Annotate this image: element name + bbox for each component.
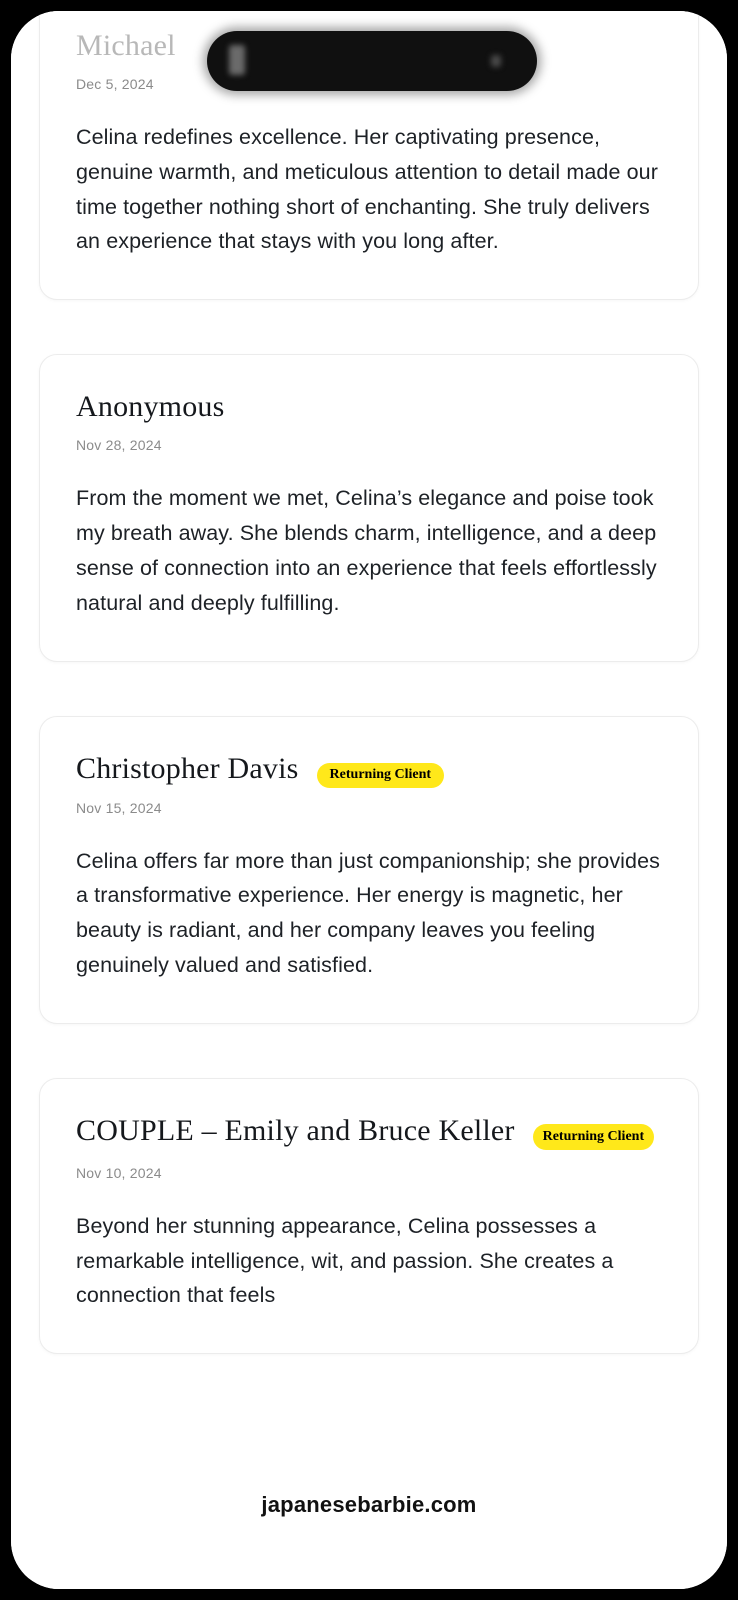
status-badge: Returning Client xyxy=(317,763,445,788)
review-text: From the moment we met, Celina’s elegance and poise took my breath away. She blends charm, intelligence, and a deep sense of connection into an experience that feels effortlessly natural and deeply fulfilling. xyxy=(76,486,657,615)
redaction-blur-right xyxy=(491,55,501,67)
reviewer-name: Michael xyxy=(76,29,176,62)
testimonial-header xyxy=(76,389,662,425)
review-date: Nov 15, 2024 xyxy=(76,799,162,816)
status-badge-wrap xyxy=(533,1122,655,1153)
review-date: Nov 10, 2024 xyxy=(76,1164,162,1181)
phone-screen xyxy=(11,11,727,1589)
review-text: Celina offers far more than just companionship; she provides a transformative experience. Her energy is magnetic, her beauty is radiant, and her company leaves you feeling genuinely valued and satisfied. xyxy=(76,848,661,978)
testimonial-header xyxy=(76,1113,662,1153)
status-badge: Returning Client xyxy=(533,1124,655,1150)
review-text: Celina redefines excellence. Her captivating presence, genuine warmth, and meticulous attention to detail made our time together nothing short of enchanting. She truly delivers an experience that stays with you long after. xyxy=(76,125,658,254)
reviewer-name: COUPLE – Emily and Bruce Keller xyxy=(76,1113,515,1147)
testimonial-card[interactable] xyxy=(39,354,699,661)
reviewer-name: Anonymous xyxy=(76,390,225,424)
testimonials-list xyxy=(11,11,727,1354)
redaction-blur-left xyxy=(229,45,245,75)
review-date: Dec 5, 2024 xyxy=(76,76,154,92)
review-date: Nov 28, 2024 xyxy=(76,437,162,454)
review-text: Beyond her stunning appearance, Celina possesses a remarkable intelligence, wit, and passion. She creates a connection that feels xyxy=(76,1213,614,1308)
testimonial-card[interactable] xyxy=(39,716,699,1024)
testimonial-card[interactable] xyxy=(39,1078,699,1354)
reviewer-name: Christopher Davis xyxy=(76,751,299,785)
site-watermark: japanesebarbie.com xyxy=(227,1479,510,1531)
testimonials-scroll-area[interactable] xyxy=(11,11,727,1589)
testimonial-header xyxy=(76,751,662,788)
redaction-overlay xyxy=(207,31,537,91)
